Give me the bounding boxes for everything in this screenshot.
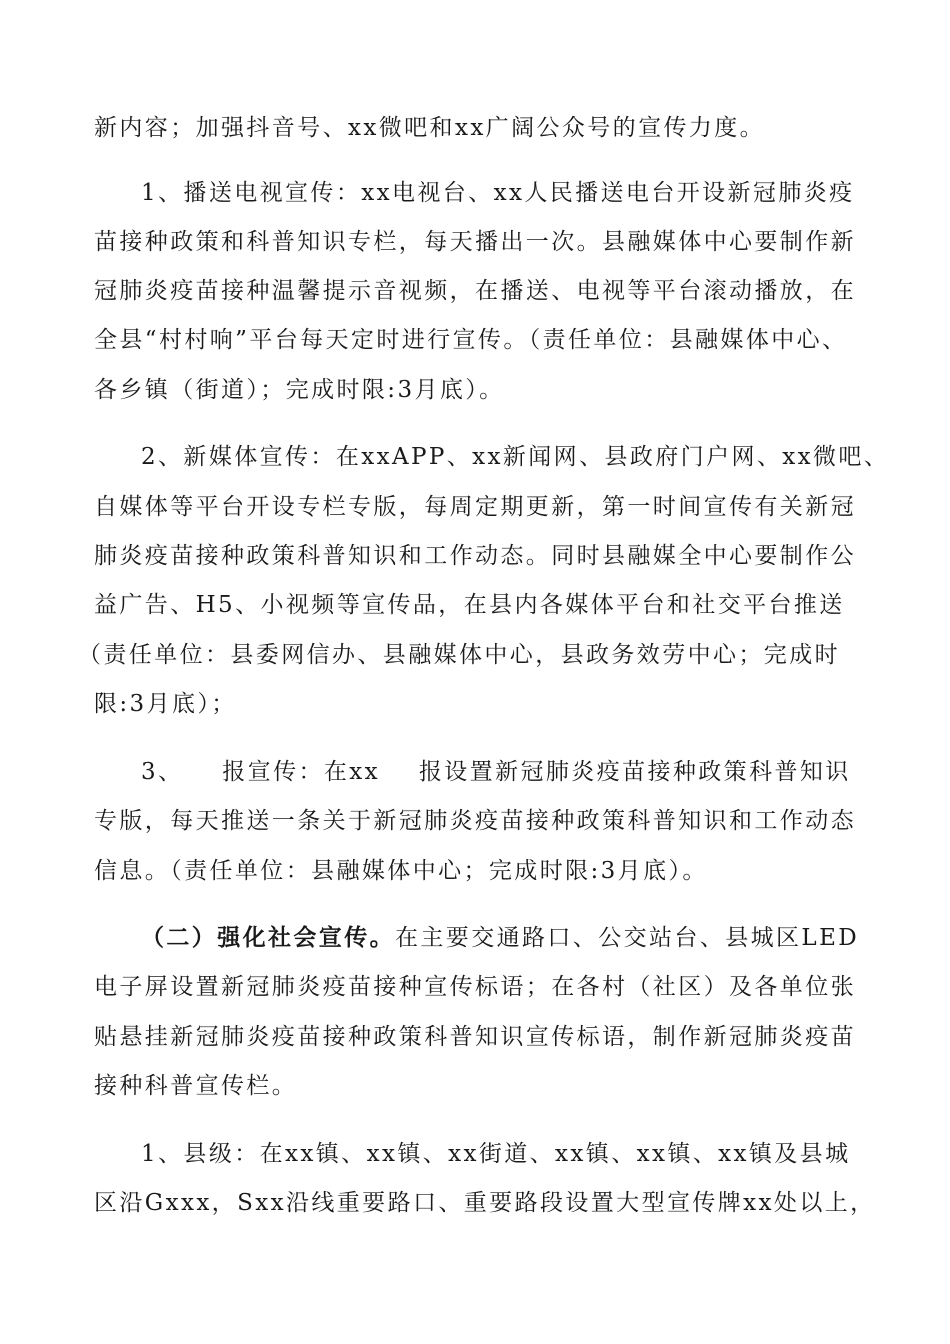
section-heading: （二）强化社会宣传。 [141,924,395,951]
paragraph-4-line-2: 贴悬挂新冠肺炎疫苗接种政策科普知识宣传标语，制作新冠肺炎疫苗 [94,1024,856,1050]
paragraph-1-line-4: 各乡镇（街道）；完成时限:3月底）。 [94,377,505,403]
paragraph-1-line-1: 苗接种政策和科普知识专栏，每天播出一次。县融媒体中心要制作新 [94,229,856,255]
paragraph-2-line-1: 自媒体等平台开设专栏专版，每周定期更新，第一时间宣传有关新冠 [94,494,856,520]
paragraph-2-line-0: 2、新媒体宣传：在xxAPP、xx新闻网、县政府门户网、xx微吧、 [141,444,890,470]
paragraph-2-line-4: （责任单位：县委网信办、县融媒体中心，县政务效劳中心；完成时 [78,642,840,668]
paragraph-2-line-3: 益广告、H5、小视频等宣传品，在县内各媒体平台和社交平台推送 [94,592,845,618]
paragraph-0-line-0: 新内容；加强抖音号、xx微吧和xx广阔公众号的宣传力度。 [94,115,766,141]
paragraph-3-line-1: 专版，每天推送一条关于新冠肺炎疫苗接种政策科普知识和工作动态 [94,808,856,834]
paragraph-3-line-2: 信息。（责任单位：县融媒体中心；完成时限:3月底）。 [94,858,708,884]
paragraph-4-line-0 [141,918,950,958]
paragraph-5-line-1: 区沿Gxxx，Sxx沿线重要路口、重要路段设置大型宣传牌xx处以上， [94,1190,876,1216]
paragraph-2-line-2: 肺炎疫苗接种政策科普知识和工作动态。同时县融媒全中心要制作公 [94,543,856,569]
paragraph-2-line-5: 限:3月底）； [94,691,237,717]
paragraph-1-line-3: 全县“村村响”平台每天定时进行宣传。（责任单位：县融媒体中心、 [94,327,848,353]
paragraph-1-line-0: 1、播送电视宣传：xx电视台、xx人民播送电台开设新冠肺炎疫 [141,180,855,206]
paragraph-1-line-2: 冠肺炎疫苗接种温馨提示音视频，在播送、电视等平台滚动播放，在 [94,278,856,304]
paragraph-5-line-0: 1、县级：在xx镇、xx镇、xx街道、xx镇、xx镇、xx镇及县城 [141,1141,851,1167]
paragraph-3-line-0: 3、 报宣传：在xx 报设置新冠肺炎疫苗接种政策科普知识 [141,759,851,785]
paragraph-4-line-3: 接种科普宣传栏。 [94,1073,298,1099]
paragraph-4-line-0-body: 在主要交通路口、公交站台、县城区LED [395,925,860,951]
paragraph-4-line-1: 电子屏设置新冠肺炎疫苗接种宣传标语；在各村（社区）及各单位张 [94,974,856,1000]
